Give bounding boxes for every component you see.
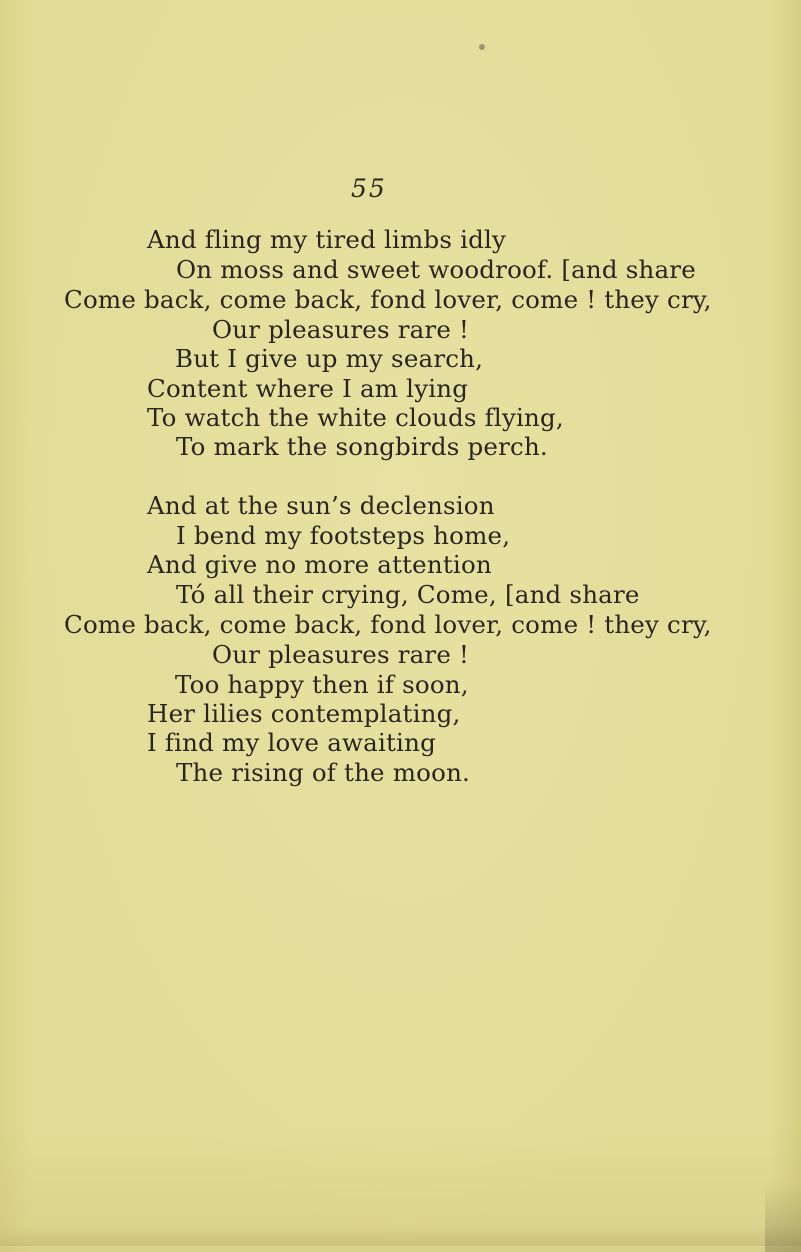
poem-line-turnover: [and share [505, 580, 640, 609]
poem-line: To mark the songbirds perch. [176, 432, 548, 461]
poem-line: To watch the white clouds flying, [147, 403, 564, 432]
poem-line: I find my love awaiting [147, 728, 436, 757]
poem-line: Too happy then if soon, [175, 670, 469, 699]
page-number: 55 [351, 174, 387, 203]
poem-line: And at the sun’s declension [147, 491, 495, 520]
poem-line: Our pleasures rare ! [212, 315, 470, 344]
poem-line: Tó all their crying, Come, [176, 580, 497, 609]
poem-line: And fling my tired limbs idly [147, 225, 507, 254]
poem-line: Come back, come back, fond lover, come ! they cry, [64, 610, 712, 639]
poem-line: But I give up my search, [175, 344, 484, 373]
poem-line: On moss and sweet woodroof. [and share [176, 255, 696, 284]
poem-line: Content where I am lying [147, 374, 469, 403]
poem-line: Her lilies contemplating, [147, 699, 461, 728]
poem-line: Our pleasures rare ! [212, 640, 470, 669]
poem-line: I bend my footsteps home, [176, 521, 511, 550]
poem-line: And give no more attention [147, 550, 492, 579]
poem-line: The rising of the moon. [176, 758, 471, 787]
poem-line: Come back, come back, fond lover, come ! they cry, [64, 285, 712, 314]
